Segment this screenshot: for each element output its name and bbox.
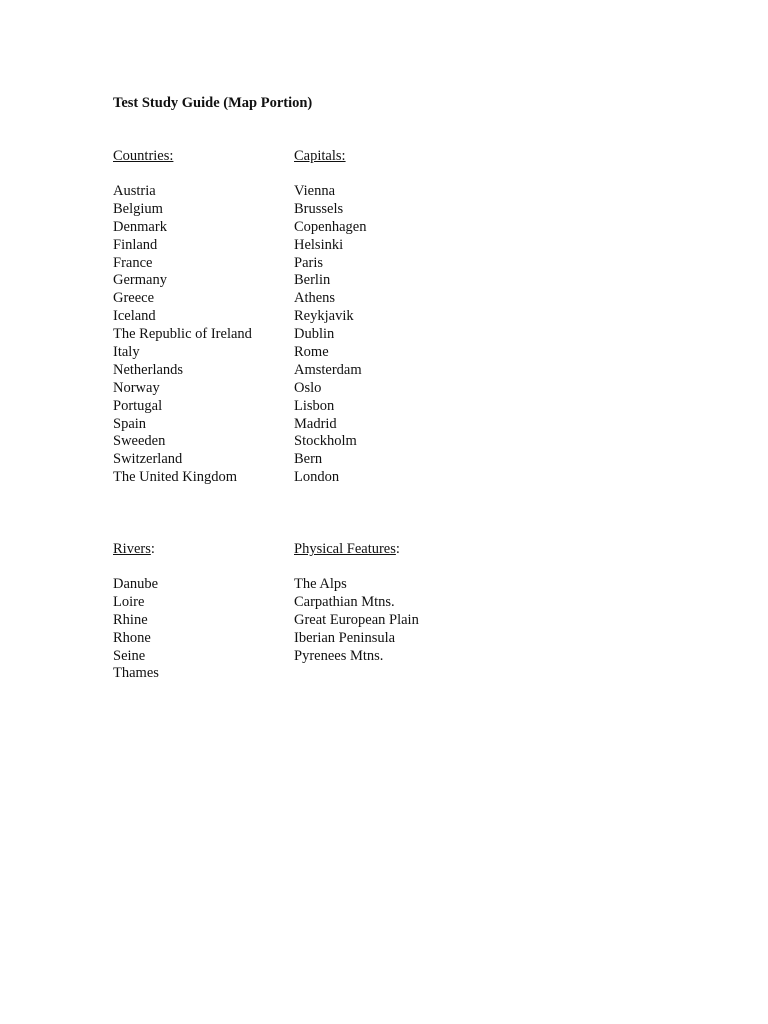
capital-item: Vienna xyxy=(294,183,336,199)
feature-item: The Alps xyxy=(294,576,347,592)
rivers-header xyxy=(113,540,159,558)
countries-header xyxy=(113,147,252,165)
feature-item: Iberian Peninsula xyxy=(294,629,396,646)
rivers-header-label: Rivers xyxy=(113,541,151,557)
document-title: Test Study Guide (Map Portion) xyxy=(113,95,313,111)
rivers-list xyxy=(113,576,159,683)
capital-item: Oslo xyxy=(294,379,322,396)
rivers-column xyxy=(113,540,159,683)
country-item: Denmark xyxy=(113,218,167,235)
country-item: Belgium xyxy=(113,200,163,217)
capital-item: Reykjavik xyxy=(294,308,354,325)
country-item: Norway xyxy=(113,379,160,396)
countries-list xyxy=(113,183,252,487)
country-item: Spain xyxy=(113,415,147,432)
capital-item: Helsinki xyxy=(294,236,344,253)
capital-item: Copenhagen xyxy=(294,218,367,235)
capital-item: Berlin xyxy=(294,272,331,289)
river-item: Danube xyxy=(113,576,159,592)
country-item: Finland xyxy=(113,236,158,253)
capital-item: Paris xyxy=(294,254,323,271)
river-item: Rhine xyxy=(113,611,148,628)
features-header-colon: : xyxy=(395,541,400,557)
capital-item: Rome xyxy=(294,344,329,361)
country-item: Germany xyxy=(113,272,167,289)
capital-item: Bern xyxy=(294,451,323,468)
country-item: The United Kingdom xyxy=(113,469,238,486)
countries-column xyxy=(113,147,252,487)
country-item: Netherlands xyxy=(113,361,184,378)
capital-item: Madrid xyxy=(294,415,337,432)
countries-header-label: Countries: xyxy=(113,148,174,164)
feature-item: Carpathian Mtns. xyxy=(294,593,395,610)
capitals-header xyxy=(294,147,366,165)
country-item: Greece xyxy=(113,290,155,307)
features-list xyxy=(294,576,419,665)
country-item: The Republic of Ireland xyxy=(113,326,252,343)
capitals-column xyxy=(294,147,366,487)
capital-item: London xyxy=(294,469,340,486)
country-item: Iceland xyxy=(113,308,156,325)
capital-item: Lisbon xyxy=(294,397,335,414)
features-header xyxy=(294,540,419,558)
country-item: Portugal xyxy=(113,397,163,414)
river-item: Rhone xyxy=(113,629,151,646)
capitals-header-label: Capitals: xyxy=(294,148,346,164)
feature-item: Pyrenees Mtns. xyxy=(294,647,384,664)
capital-item: Stockholm xyxy=(294,433,357,450)
capitals-list xyxy=(294,183,366,487)
features-column xyxy=(294,540,419,665)
feature-item: Great European Plain xyxy=(294,611,419,628)
river-item: Seine xyxy=(113,647,146,664)
country-item: Austria xyxy=(113,183,156,199)
river-item: Loire xyxy=(113,593,145,610)
features-header-label: Physical Features xyxy=(294,541,396,557)
capital-item: Dublin xyxy=(294,326,335,343)
rivers-header-colon: : xyxy=(150,541,155,557)
country-item: France xyxy=(113,254,153,271)
country-item: Sweeden xyxy=(113,433,166,450)
capital-item: Amsterdam xyxy=(294,361,362,378)
country-item: Switzerland xyxy=(113,451,183,468)
river-item: Thames xyxy=(113,665,159,682)
country-item: Italy xyxy=(113,344,140,361)
capital-item: Athens xyxy=(294,290,336,307)
capital-item: Brussels xyxy=(294,200,344,217)
